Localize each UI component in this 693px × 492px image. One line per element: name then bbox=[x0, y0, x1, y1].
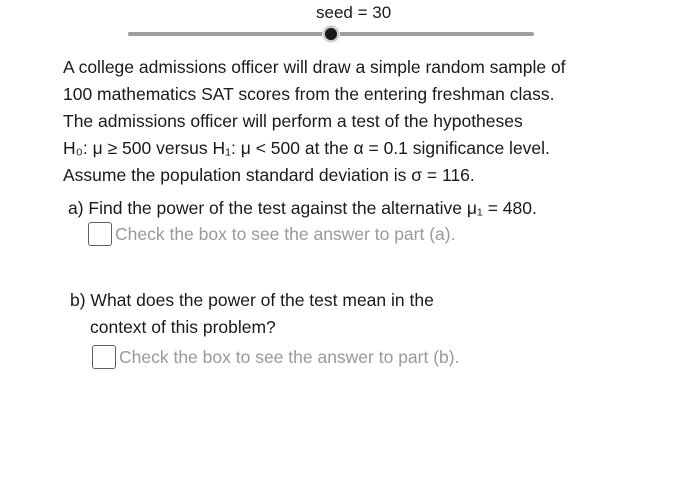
seed-slider-label: seed = 30 bbox=[316, 3, 392, 22]
problem-statement bbox=[63, 54, 566, 189]
part-a-checkbox-label[interactable]: Check the box to see the answer to part (a). bbox=[115, 224, 456, 244]
part-a-question: a) Find the power of the test against the alternative μ₁ = 480. bbox=[68, 198, 537, 218]
part-b-checkbox[interactable] bbox=[92, 345, 116, 369]
problem-line: The admissions officer will perform a test of the hypotheses bbox=[63, 111, 523, 131]
seed-slider-thumb[interactable] bbox=[323, 26, 339, 42]
part-b-question-line1: b) What does the power of the test mean in the bbox=[70, 290, 434, 310]
problem-line-hypotheses: H₀: μ ≥ 500 versus H₁: μ < 500 at the α = 0.1 significance level. bbox=[63, 138, 550, 158]
part-a-answer-toggle[interactable] bbox=[88, 222, 455, 246]
problem-line: Assume the population standard deviation is σ = 116. bbox=[63, 165, 475, 185]
part-b-checkbox-label[interactable]: Check the box to see the answer to part (b). bbox=[119, 347, 460, 367]
problem-line: 100 mathematics SAT scores from the entering freshman class. bbox=[63, 84, 555, 104]
seed-slider-fill bbox=[128, 32, 331, 36]
part-b-answer-toggle[interactable] bbox=[92, 345, 459, 369]
part-b-question-line2: context of this problem? bbox=[90, 317, 276, 337]
part-a-checkbox[interactable] bbox=[88, 222, 112, 246]
problem-line: A college admissions officer will draw a simple random sample of bbox=[63, 57, 566, 77]
